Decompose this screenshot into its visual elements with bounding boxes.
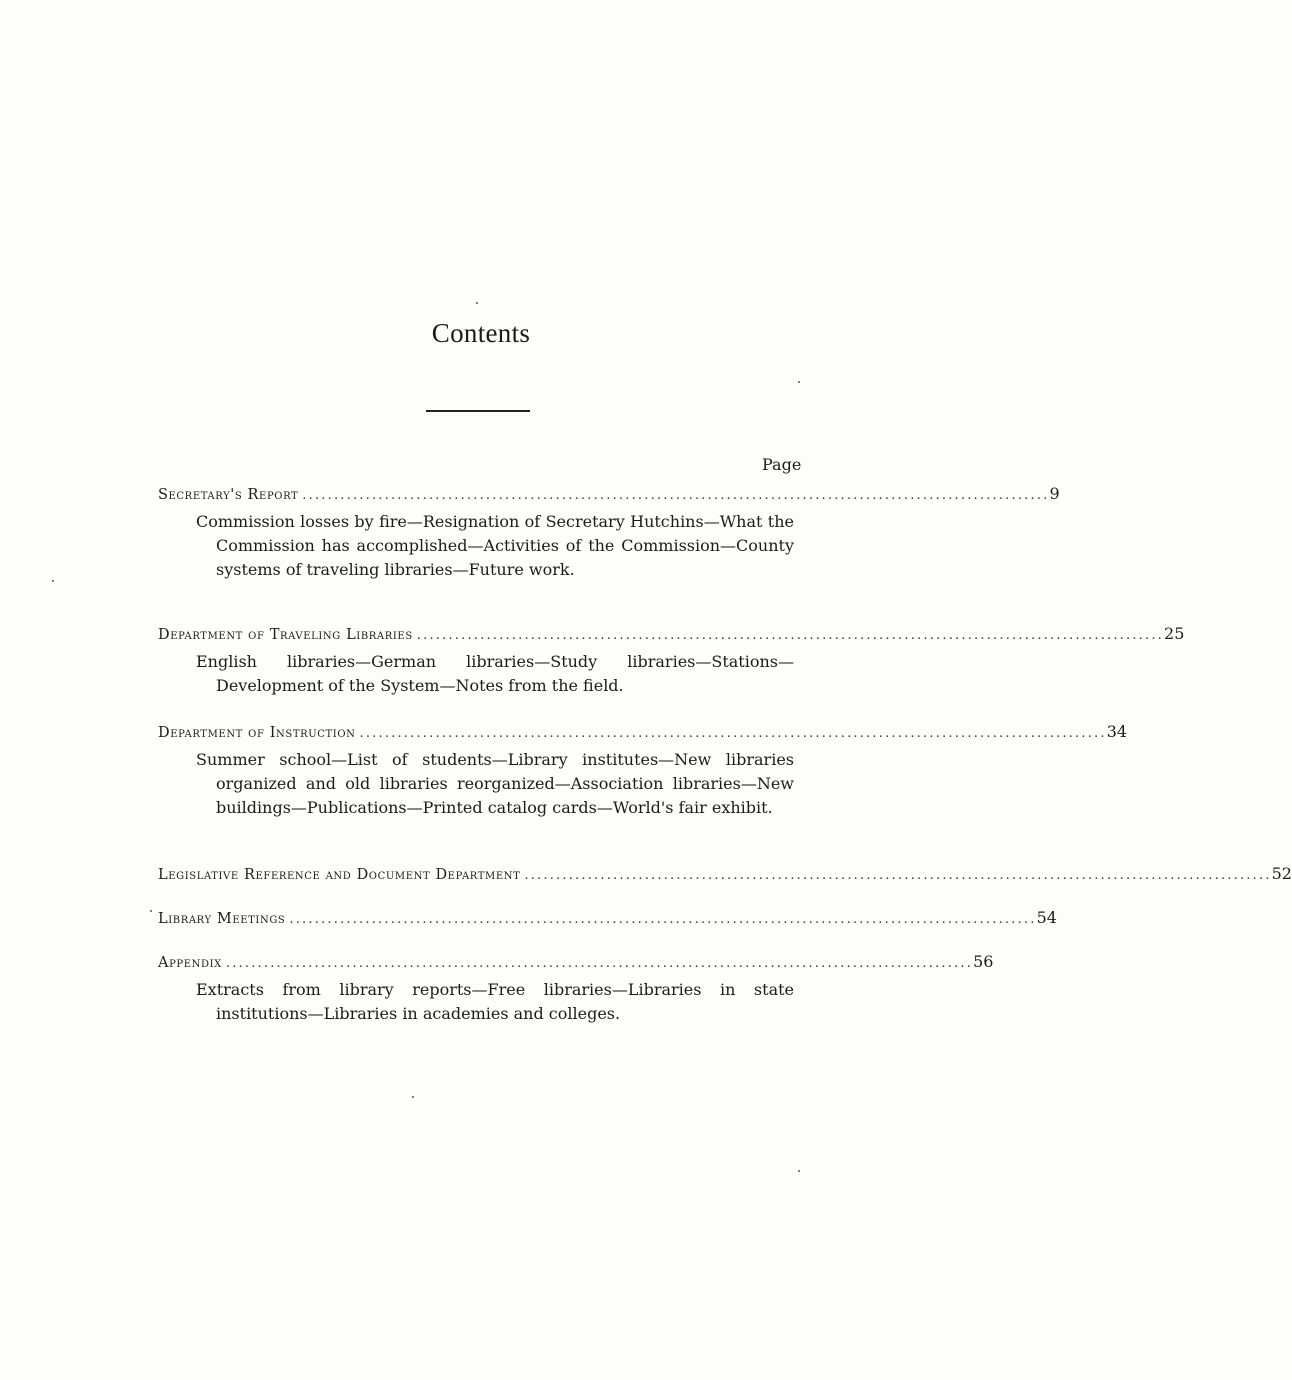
toc-page-number: 25 <box>1164 624 1185 643</box>
toc-heading-line[interactable] <box>158 484 1060 508</box>
toc-entry <box>158 952 994 1026</box>
dot-leader: ...................................................................................................................... <box>289 912 1037 927</box>
toc-entry-description: Commission losses by fire—Resignation of Secretary Hutchins—What the Commission has accomplished—Activities of the Commission—County systems of traveling libraries—Future work. <box>196 512 794 579</box>
toc-heading-line[interactable] <box>158 624 1185 648</box>
page-title: Contents <box>431 318 531 348</box>
dot-leader: ...................................................................................................................... <box>359 726 1107 741</box>
dot-leader: ...................................................................................................................... <box>416 628 1165 643</box>
toc-heading-line[interactable] <box>158 864 1292 888</box>
toc-entry-description: English libraries—German libraries—Study libraries—Stations—Development of the System—Notes from the field. <box>196 652 794 695</box>
toc-entry-title: Legislative Reference and Document Department <box>158 867 521 883</box>
dot-leader: ...................................................................................................................... <box>524 868 1272 883</box>
toc-page-number: 56 <box>973 952 994 971</box>
print-speck <box>150 910 152 912</box>
toc-entry <box>158 484 1060 582</box>
toc-page-number: 52 <box>1271 864 1292 883</box>
toc-heading-line[interactable] <box>158 908 1057 932</box>
toc-entry-title: Library Meetings <box>158 911 286 927</box>
print-speck <box>476 302 478 304</box>
toc-entry-title: Secretary's Report <box>158 487 299 503</box>
toc-entry-title: Department of Traveling Libraries <box>158 627 413 643</box>
dot-leader: ...................................................................................................................... <box>225 956 974 971</box>
toc-entry-title: Appendix <box>158 955 222 971</box>
toc-entry-title: Department of Instruction <box>158 725 356 741</box>
toc-page-number: 54 <box>1036 908 1057 927</box>
toc-heading-line[interactable] <box>158 952 994 976</box>
toc-page-number: 9 <box>1049 484 1060 503</box>
toc-entry-description: Summer school—List of students—Library institutes—New libraries organized and old libraries reorganized—Association libraries—New buildings—Publications—Printed catalog cards—World's fair exhibit. <box>196 750 794 817</box>
print-speck <box>798 1170 800 1172</box>
toc-heading-line[interactable] <box>158 722 1128 746</box>
toc-entry <box>158 722 1128 820</box>
toc-entry-description: Extracts from library reports—Free libraries—Libraries in state institutions—Libraries in academies and colleges. <box>196 980 794 1023</box>
toc-entry <box>158 624 1185 698</box>
print-speck <box>798 381 800 383</box>
title-rule <box>426 410 530 412</box>
toc-entry <box>158 908 1057 932</box>
dot-leader: ...................................................................................................................... <box>302 488 1050 503</box>
print-speck <box>412 1096 414 1098</box>
page-column-heading: Page <box>762 455 802 474</box>
toc-page-number: 34 <box>1106 722 1128 741</box>
toc-entry <box>158 864 1292 888</box>
print-speck <box>52 580 54 582</box>
